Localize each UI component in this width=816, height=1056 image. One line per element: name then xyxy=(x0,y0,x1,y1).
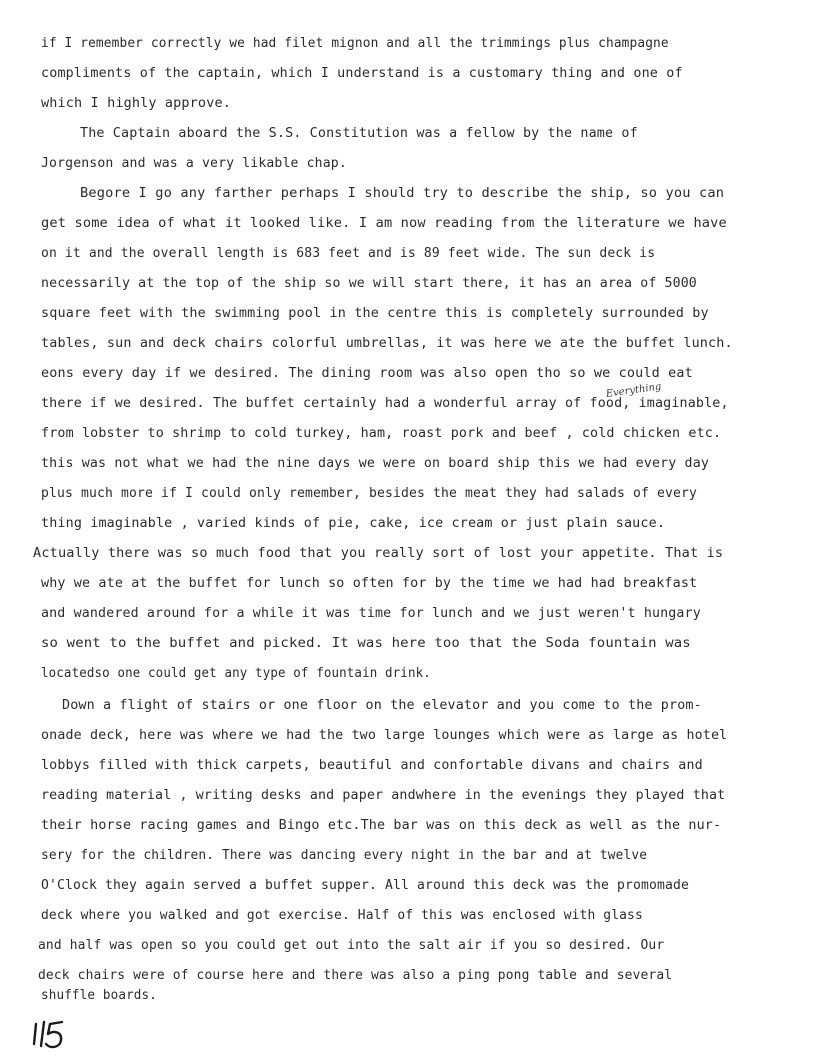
typed-line: necessarily at the top of the ship so we will start there, it has an area of 5000 xyxy=(41,276,697,291)
typed-line: onade deck, here was where we had the two large lounges which were as large as hotel xyxy=(41,728,728,743)
typed-line: The Captain aboard the S.S. Constitution was a fellow by the name of xyxy=(80,126,638,141)
typed-line: locatedso one could get any type of fountain drink. xyxy=(41,666,431,681)
typed-line: and half was open so you could get out into the salt air if you so desired. Our xyxy=(38,938,665,953)
typed-line: which I highly approve. xyxy=(41,96,231,111)
typed-line: plus much more if I could only remember, besides the meat they had salads of every xyxy=(41,486,698,501)
typed-line: from lobster to shrimp to cold turkey, ham, roast pork and beef , cold chicken etc. xyxy=(41,426,722,441)
typed-line: tables, sun and deck chairs colorful umbrellas, it was here we ate the buffet lunch. xyxy=(41,336,733,351)
typed-line: lobbys filled with thick carpets, beautiful and confortable divans and chairs and xyxy=(41,758,703,773)
typed-line: so went to the buffet and picked. It was here too that the Soda fountain was xyxy=(41,636,691,651)
handwritten-insertion: Everything xyxy=(605,381,663,400)
typed-line: deck chairs were of course here and there was also a ping pong table and several xyxy=(38,968,673,983)
handwritten-page-number xyxy=(30,1016,70,1052)
typed-line: square feet with the swimming pool in the centre this is completely surrounded by xyxy=(41,306,709,321)
typed-line: their horse racing games and Bingo etc.The bar was on this deck as well as the nur- xyxy=(41,818,722,833)
typed-line: get some idea of what it looked like. I am now reading from the literature we have xyxy=(41,216,727,231)
typed-line: Actually there was so much food that you really sort of lost your appetite. That is xyxy=(33,546,724,561)
typed-line: and wandered around for a while it was time for lunch and we just weren't hungary xyxy=(41,606,701,621)
page-number-handwriting-icon xyxy=(30,1016,70,1052)
typed-line: Jorgenson and was a very likable chap. xyxy=(41,156,347,171)
typed-line: on it and the overall length is 683 feet and is 89 feet wide. The sun deck is xyxy=(41,246,656,261)
typed-line: Begore I go any farther perhaps I should try to describe the ship, so you can xyxy=(80,186,725,201)
typed-line: sery for the children. There was dancing every night in the bar and at twelve xyxy=(41,848,648,863)
typed-line: why we ate at the buffet for lunch so often for by the time we had had breakfast xyxy=(41,576,698,591)
typed-line: deck where you walked and got exercise. Half of this was enclosed with glass xyxy=(41,908,643,923)
typed-line: eons every day if we desired. The dining room was also open tho so we could eat xyxy=(41,366,693,381)
typed-line: shuffle boards. xyxy=(41,988,158,1003)
typed-line: thing imaginable , varied kinds of pie, cake, ice cream or just plain sauce. xyxy=(41,516,666,531)
typed-line: compliments of the captain, which I understand is a customary thing and one of xyxy=(41,66,683,81)
typed-line: reading material , writing desks and paper andwhere in the evenings they played that xyxy=(41,788,726,803)
typed-line: if I remember correctly we had filet mignon and all the trimmings plus champagne xyxy=(41,36,669,51)
typed-line: there if we desired. The buffet certainly had a wonderful array of food, imaginable, xyxy=(41,396,729,411)
typed-line: Down a flight of stairs or one floor on the elevator and you come to the prom- xyxy=(62,698,702,713)
typed-line: this was not what we had the nine days we were on board ship this we had every day xyxy=(41,456,709,471)
typed-line: O'Clock they again served a buffet supper. All around this deck was the promomade xyxy=(41,878,690,893)
